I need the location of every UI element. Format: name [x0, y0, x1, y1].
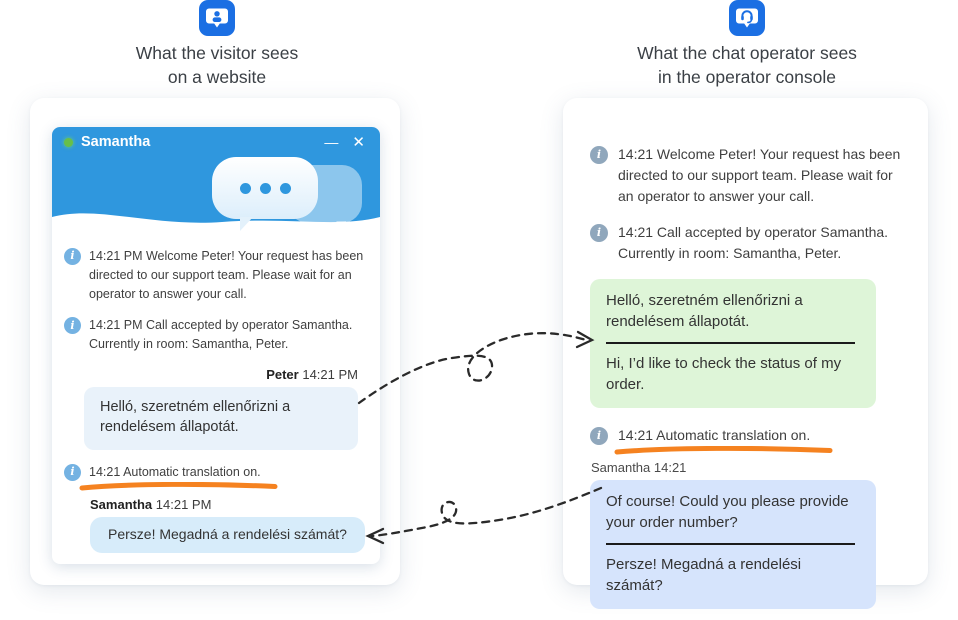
operator-message-time: 14:21 PM [155, 496, 212, 512]
operator-card [563, 98, 928, 595]
visitor-bubble-icon [199, 0, 235, 36]
system-message [64, 247, 368, 303]
operator-translated-bubble [590, 480, 876, 609]
online-status-dot [64, 138, 73, 147]
operator-name: Samantha [90, 496, 153, 512]
operator-column-title: What the chat operator sees in the operator console [637, 43, 857, 87]
info-icon: i [590, 146, 608, 164]
minimize-icon[interactable]: — [324, 134, 339, 150]
system-message-text: 14:21 PM Welcome Peter! Your request has been directed to our support team. Please wait for an operator to answer your call. [89, 249, 364, 301]
operator-message-original: Of course! Could you please provide your order number? [606, 493, 849, 532]
visitor-message-original: Helló, szeretném ellenőrizni a rendelésem állapotát. [606, 292, 803, 331]
info-icon: i [64, 248, 81, 265]
chat-widget-titlebar [52, 127, 380, 157]
visitor-column-header [67, 0, 367, 89]
info-icon: i [590, 224, 608, 242]
orange-underline [614, 446, 834, 456]
operator-message-meta [90, 497, 368, 512]
system-message [590, 144, 902, 207]
system-message [64, 316, 368, 354]
operator-console-messages [563, 98, 928, 609]
info-icon: i [64, 464, 81, 481]
operator-column-header [597, 0, 897, 89]
system-message-text: 14:21 PM Call accepted by operator Samantha. Currently in room: Samantha, Peter. [89, 318, 353, 351]
chat-operator-name: Samantha [81, 134, 151, 150]
translation-notice [618, 425, 810, 446]
visitor-message-time: 14:21 PM [302, 366, 358, 382]
translation-notice [89, 463, 261, 482]
visitor-message-bubble: Helló, szeretném ellenőrizni a rendelésem állapotát. [84, 387, 358, 450]
visitor-message-meta [64, 367, 358, 382]
visitor-name: Peter [266, 366, 299, 382]
operator-message-translated: Persze! Megadná a rendelési számát? [606, 555, 802, 595]
operator-headset-icon [729, 0, 765, 36]
system-message-text: 14:21 Welcome Peter! Your request has been directed to our support team. Please wait for an operator to answer your call. [618, 146, 901, 204]
translation-divider [606, 543, 855, 545]
system-message-text: 14:21 Call accepted by operator Samantha. Currently in room: Samantha, Peter. [618, 224, 889, 261]
visitor-message-translated: Hi, I’d like to check the status of my order. [606, 354, 842, 393]
system-message-text: 14:21 Automatic translation on. [89, 464, 261, 479]
system-message [590, 222, 902, 264]
system-message-translation [590, 425, 902, 446]
visitor-card [30, 98, 400, 585]
system-message-translation [64, 463, 368, 482]
operator-message-meta: Samantha 14:21 [591, 460, 687, 476]
hero-chat-bubble-icon [212, 157, 318, 219]
operator-message-bubble: Persze! Megadná a rendelési számát? [90, 517, 365, 553]
system-message-text: 14:21 Automatic translation on. [618, 427, 811, 444]
chat-widget-messages [52, 233, 380, 553]
visitor-column-title: What the visitor sees on a website [135, 43, 299, 87]
visitor-translated-bubble [590, 279, 876, 408]
orange-underline [79, 482, 279, 492]
visitor-chat-widget [52, 127, 380, 564]
info-icon: i [590, 427, 608, 445]
translation-divider [606, 342, 855, 344]
chat-widget-hero-illustration [52, 157, 380, 233]
info-icon: i [64, 317, 81, 334]
close-icon[interactable]: ✕ [352, 133, 365, 151]
